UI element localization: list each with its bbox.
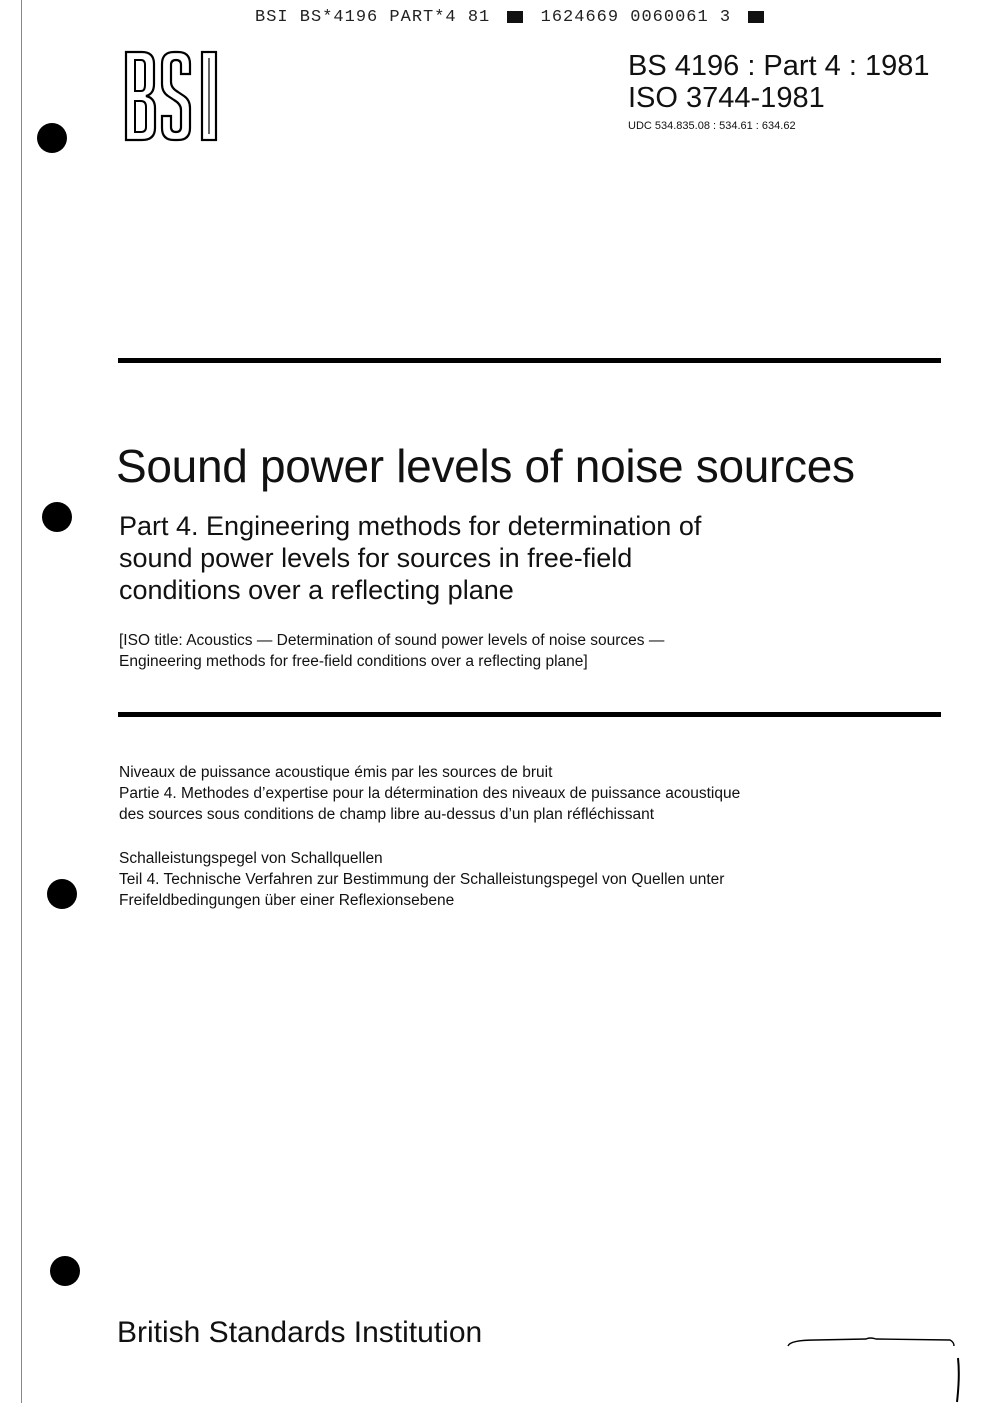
- bottom-rule: [118, 712, 941, 717]
- punch-hole: [50, 1256, 80, 1286]
- german-title-line: Freifeldbedingungen über einer Reflexionsebene: [119, 892, 455, 909]
- punch-hole: [37, 123, 67, 153]
- part-title-line: conditions over a reflecting plane: [119, 575, 514, 605]
- iso-title-line: Engineering methods for free-field conditions over a reflecting plane]: [119, 653, 588, 670]
- header-code-left: BSI BS*4196 PART*4 81: [255, 8, 491, 27]
- iso-title: [119, 630, 819, 672]
- header-block-mark: [507, 11, 523, 23]
- iso-standard-number: ISO 3744-1981: [628, 82, 825, 114]
- corner-crop-mark: [786, 1336, 966, 1411]
- udc-classification: UDC 534.835.08 : 534.61 : 634.62: [628, 120, 796, 132]
- french-title-line: des sources sous conditions de champ libre au-dessus d’un plan réfléchissant: [119, 806, 655, 823]
- standard-number-block: [628, 50, 929, 134]
- top-rule: [118, 358, 941, 363]
- header-block-mark: [748, 11, 764, 23]
- french-title-line: Niveaux de puissance acoustique émis par les sources de bruit: [119, 764, 553, 781]
- bs-standard-number: BS 4196 : Part 4 : 1981: [628, 50, 930, 82]
- punch-hole: [47, 879, 77, 909]
- publisher-name: British Standards Institution: [117, 1316, 483, 1349]
- part-title: [119, 510, 819, 606]
- document-title: Sound power levels of noise sources: [116, 440, 855, 492]
- bsi-logo: [124, 50, 228, 147]
- page-border: [21, 0, 995, 1403]
- german-title-line: Schalleistungspegel von Schallquellen: [119, 850, 383, 867]
- scan-header-code: [255, 8, 770, 27]
- french-title-line: Partie 4. Methodes d’expertise pour la détermination des niveaux de puissance acoustique: [119, 785, 741, 802]
- header-code-middle: 1624669 0060061 3: [540, 8, 732, 27]
- german-title-line: Teil 4. Technische Verfahren zur Bestimmung der Schalleistungspegel von Quellen unter: [119, 871, 725, 888]
- french-title-block: [119, 762, 839, 825]
- part-title-line: Part 4. Engineering methods for determination of: [119, 511, 702, 541]
- punch-hole: [42, 502, 72, 532]
- iso-title-line: [ISO title: Acoustics — Determination of sound power levels of noise sources —: [119, 632, 665, 649]
- german-title-block: [119, 848, 839, 911]
- part-title-line: sound power levels for sources in free-field: [119, 543, 633, 573]
